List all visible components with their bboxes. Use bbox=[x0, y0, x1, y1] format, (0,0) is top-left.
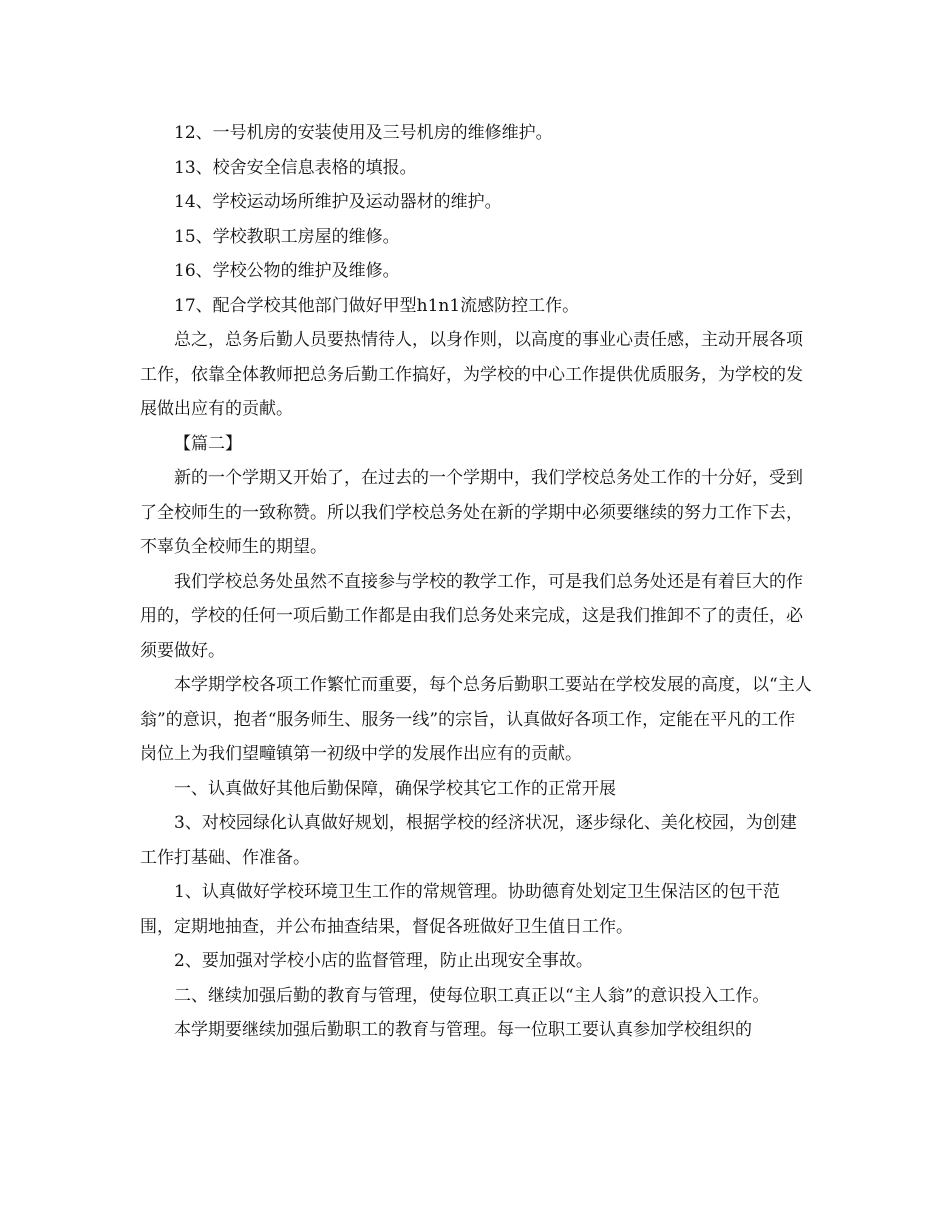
staff-education-paragraph: 本学期要继续加强后勤职工的教育与管理。每一位职工要认真参加学校组织的 bbox=[174, 1020, 752, 1040]
section-heading-part-two: 【篇二】 bbox=[174, 433, 242, 454]
item-shop-supervision: 2、要加强对学校小店的监督管理，防止出现安全事故。 bbox=[174, 951, 593, 971]
role-paragraph: 我们学校总务处虽然不直接参与学校的教学工作，可是我们总务处还是有着巨大的作用的，学校的任何一项后勤工作都是由我们总务处来完成，这是我们推卸不了的责任，必须要做好。 bbox=[140, 571, 803, 661]
list-item-17: 17、配合学校其他部门做好甲型h1n1流感防控工作。 bbox=[174, 295, 580, 316]
list-item-15: 15、学校教职工房屋的维修。 bbox=[174, 226, 400, 247]
section-heading-two: 二、继续加强后勤的教育与管理，使每位职工真正以“主人翁”的意识投入工作。 bbox=[174, 985, 770, 1006]
list-item-14: 14、学校运动场所维护及运动器材的维护。 bbox=[174, 192, 502, 212]
section-heading-one: 一、认真做好其他后勤保障，确保学校其它工作的正常开展 bbox=[174, 778, 616, 799]
summary-paragraph: 总之，总务后勤人员要热情待人，以身作则，以高度的事业心责任感，主动开展各项工作，依靠全体教师把总务后勤工作搞好，为学校的中心工作提供优质服务，为学校的发展做出应有的贡献。 bbox=[140, 330, 803, 419]
intro-paragraph: 新的一个学期又开始了，在过去的一个学期中，我们学校总务处工作的十分好，受到了全校师生的一致称赞。所以我们学校总务处在新的学期中必须要继续的努力工作下去，不辜负全校师生的期望。 bbox=[140, 468, 803, 557]
item-sanitation: 1、认真做好学校环境卫生工作的常规管理。协助德育处划定卫生保洁区的包干范围，定期地抽查，并公布抽查结果，督促各班做好卫生值日工作。 bbox=[140, 882, 780, 937]
document-body bbox=[140, 116, 812, 1048]
list-item-13: 13、校舍安全信息表格的填报。 bbox=[174, 157, 417, 178]
item-greening: 3、对校园绿化认真做好规划，根据学校的经济状况，逐步绿化、美化校园，为创建工作打基础、作准备。 bbox=[140, 813, 797, 868]
list-item-16: 16、学校公物的维护及维修。 bbox=[174, 261, 400, 281]
list-item-12: 12、一号机房的安装使用及三号机房的维修维护。 bbox=[174, 123, 553, 143]
goal-paragraph: 本学期学校各项工作繁忙而重要，每个总务后勤职工要站在学校发展的高度，以“主人翁”的意识，抱者“服务师生、服务一线”的宗旨，认真做好各项工作，定能在平凡的工作岗位上为我们望疃镇第一初级中学的发展作出应有的贡献。 bbox=[140, 675, 812, 764]
